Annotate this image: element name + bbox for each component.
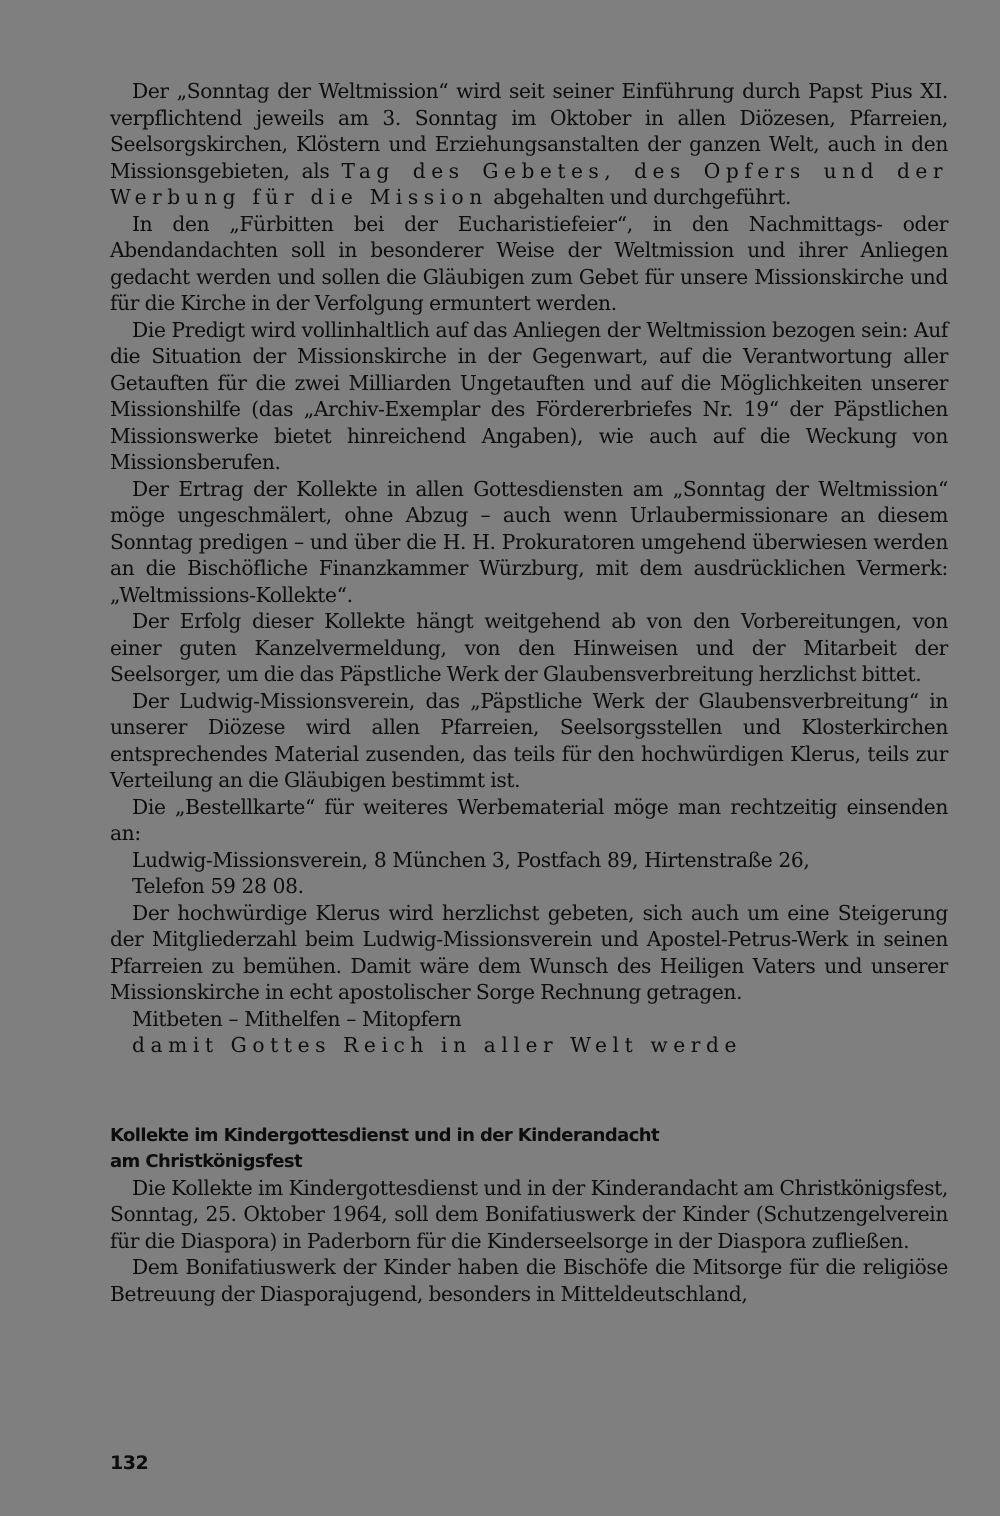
spaced-emphasis: Tag des Gebetes, des Opfers und der Werbung für die Mission bbox=[110, 158, 948, 209]
paragraph-text: Der „Sonntag der Weltmission“ wird seit seiner Einführung durch Papst Pius XI. verpflichtend jeweils am 3. Sonntag im Oktober in allen Diözesen, Pfarreien, Seelsorgskirchen, Klöstern und Erziehungsanstalten der ganzen Welt, auch in den Missionsgebieten, als bbox=[110, 79, 948, 183]
document-page bbox=[110, 78, 948, 1307]
closing-motto: Mitbeten – Mithelfen – Mitopfern bbox=[132, 1006, 462, 1031]
paragraph-ludwig-missionsverein: Der Ludwig-Missionsverein, das „Päpstliche Werk der Glaubensverbreitung“ in unserer Diözese wird allen Pfarreien, Seelsorgsstellen und Klosterkirchen entsprechendes Material zusenden, das teils für den hochwürdigen Klerus, teils zur Verteilung an die Gläubigen bestimmt ist. bbox=[110, 688, 948, 792]
paragraph-bestellkarte: Die „Bestellkarte“ für weiteres Werbematerial möge man rechtzeitig einsenden an: bbox=[110, 794, 948, 845]
section-heading: Kollekte im Kindergottesdienst und in der Kinderandacht bbox=[110, 1124, 659, 1146]
paragraph-kollekte-ertrag: Der Ertrag der Kollekte in allen Gottesdiensten am „Sonntag der Weltmission“ möge ungeschmälert, ohne Abzug – auch wenn Urlaubermissionare an diesem Sonntag predigen – und über die H. H. Prokuratoren umgehend überwiesen werden an die Bischöfliche Finanzkammer Würzburg, mit dem ausdrücklichen Vermerk: „Weltmissions-Kollekte“. bbox=[110, 476, 948, 607]
paragraph-bonifatiuswerk: Dem Bonifatiuswerk der Kinder haben die Bischöfe die Mitsorge für die religiöse Betreuung der Diasporajugend, besonders in Mitteldeutschland, bbox=[110, 1255, 948, 1306]
paragraph-text: abgehalten und durchgeführt. bbox=[487, 185, 792, 209]
page-number: 132 bbox=[110, 1452, 149, 1474]
paragraph-klerus: Der hochwürdige Klerus wird herzlichst gebeten, sich auch um eine Steigerung der Mitgliederzahl beim Ludwig-Missionsverein und Apostel-Petrus-Werk in seinen Pfarreien zu bemühen. Damit wäre dem Wunsch des Heiligen Vaters und unserer Missionskirche in echt apostolischer Sorge Rechnung getragen. bbox=[110, 900, 948, 1004]
section-heading-continued: am Christkönigsfest bbox=[110, 1150, 302, 1172]
paragraph-predigt: Die Predigt wird vollinhaltlich auf das Anliegen der Weltmission bezogen sein: Auf die Situation der Missionskirche in der Gegenwart, auf die Verantwortung aller Getauften für die zwei Milliarden Ungetauften und auf die Möglichkeiten unserer Missionshilfe (das „Archiv-Exemplar des Fördererbriefes Nr. 19“ der Päpstlichen Missionswerke bietet hinreichend Angaben), wie auch auf die Weckung von Missionsberufen. bbox=[110, 317, 948, 474]
phone-line: Telefon 59 28 08. bbox=[132, 874, 304, 898]
paragraph-fuerbitten: In den „Fürbitten bei der Eucharistiefeier“, in den Nachmittags- oder Abendandachten soll in besonderer Weise der Weltmission und ihrer Anliegen gedacht werden und sollen die Gläubigen zum Gebet für unsere Missionskirche und für die Kirche in der Verfolgung ermuntert werden. bbox=[110, 211, 948, 315]
address-line: Ludwig-Missionsverein, 8 München 3, Postfach 89, Hirtenstraße 26, bbox=[132, 847, 810, 872]
paragraph-weltmission-intro bbox=[110, 78, 948, 211]
paragraph-erfolg: Der Erfolg dieser Kollekte hängt weitgehend ab von den Vorbereitungen, von einer guten Kanzelvermeldung, von den Hinweisen und der Mitarbeit der Seelsorger, um die das Päpstliche Werk der Glaubensverbreitung herzlichst bittet. bbox=[110, 609, 948, 686]
section-gap bbox=[110, 1059, 948, 1123]
paragraph-kindergottesdienst: Die Kollekte im Kindergottesdienst und in der Kinderandacht am Christkönigsfest, Sonntag, 25. Oktober 1964, soll dem Bonifatiuswerk der Kinder (Schutzengelverein für die Diaspora) in Paderborn für die Kinderseelsorge in der Diaspora zufließen. bbox=[110, 1175, 948, 1253]
closing-spaced-line: damit Gottes Reich in aller Welt werde bbox=[132, 1033, 743, 1057]
